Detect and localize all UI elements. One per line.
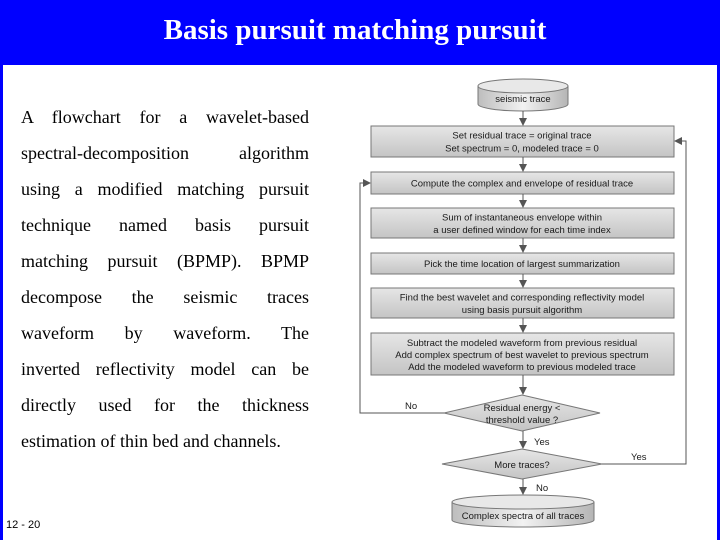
body-line: decompose the seismic traces <box>21 287 309 307</box>
body-line: A flowchart for a wavelet-based <box>21 107 309 127</box>
body-line: using a modified matching pursuit <box>21 179 309 199</box>
slide-title: Basis pursuit matching pursuit <box>163 14 547 46</box>
find-line: Find the best wavelet and corresponding reflectivity model <box>399 292 645 304</box>
start-node <box>478 79 568 111</box>
body-line: directly used for the thickness <box>21 395 309 415</box>
update-line: Add complex spectrum of best wavelet to previous spectrum <box>395 350 649 361</box>
pick-label: Pick the time location of largest summarization <box>424 259 620 270</box>
body-line: spectral-decomposition algorithm <box>21 143 309 163</box>
sum-box <box>371 208 674 238</box>
decision-residual <box>444 395 600 431</box>
pick-box <box>371 253 674 274</box>
decision-line: Residual energy < <box>483 403 561 414</box>
sum-line: a user defined window for each time index <box>433 225 611 236</box>
envelope-box <box>371 172 674 194</box>
update-line: Add the modeled waveform to previous modeled trace <box>408 362 636 373</box>
start-label: seismic trace <box>495 94 551 105</box>
decision-line: threshold value ? <box>485 415 559 426</box>
init-box <box>371 126 674 157</box>
label-yes: Yes <box>534 437 550 448</box>
init-line: Set spectrum = 0, modeled trace = 0 <box>445 143 599 155</box>
slide-number: 12 - 20 <box>6 519 41 531</box>
end-node <box>452 495 594 527</box>
update-box <box>371 333 674 375</box>
body-line: inverted reflectivity model can be <box>21 359 309 379</box>
body-line: waveform by waveform. The <box>21 323 309 343</box>
body-line: matching pursuit (BPMP). BPMP <box>21 251 309 271</box>
decision-more-traces <box>442 449 602 479</box>
end-label: Complex spectra of all traces <box>461 511 585 522</box>
update-line: Subtract the modeled waveform from previous residual <box>406 338 638 349</box>
find-line: using basis pursuit algorithm <box>461 305 583 316</box>
label-no: No <box>536 483 549 494</box>
label-yes: Yes <box>631 452 647 463</box>
sum-line: Sum of instantaneous envelope within <box>441 212 603 224</box>
body-line: estimation of thin bed and channels. <box>21 431 281 451</box>
init-line: Set residual trace = original trace <box>452 130 592 142</box>
decision-label: More traces? <box>494 460 550 471</box>
find-box <box>371 288 674 318</box>
body-line: technique named basis pursuit <box>21 215 309 235</box>
envelope-label: Compute the complex and envelope of residual trace <box>410 178 634 190</box>
label-no: No <box>405 401 418 412</box>
